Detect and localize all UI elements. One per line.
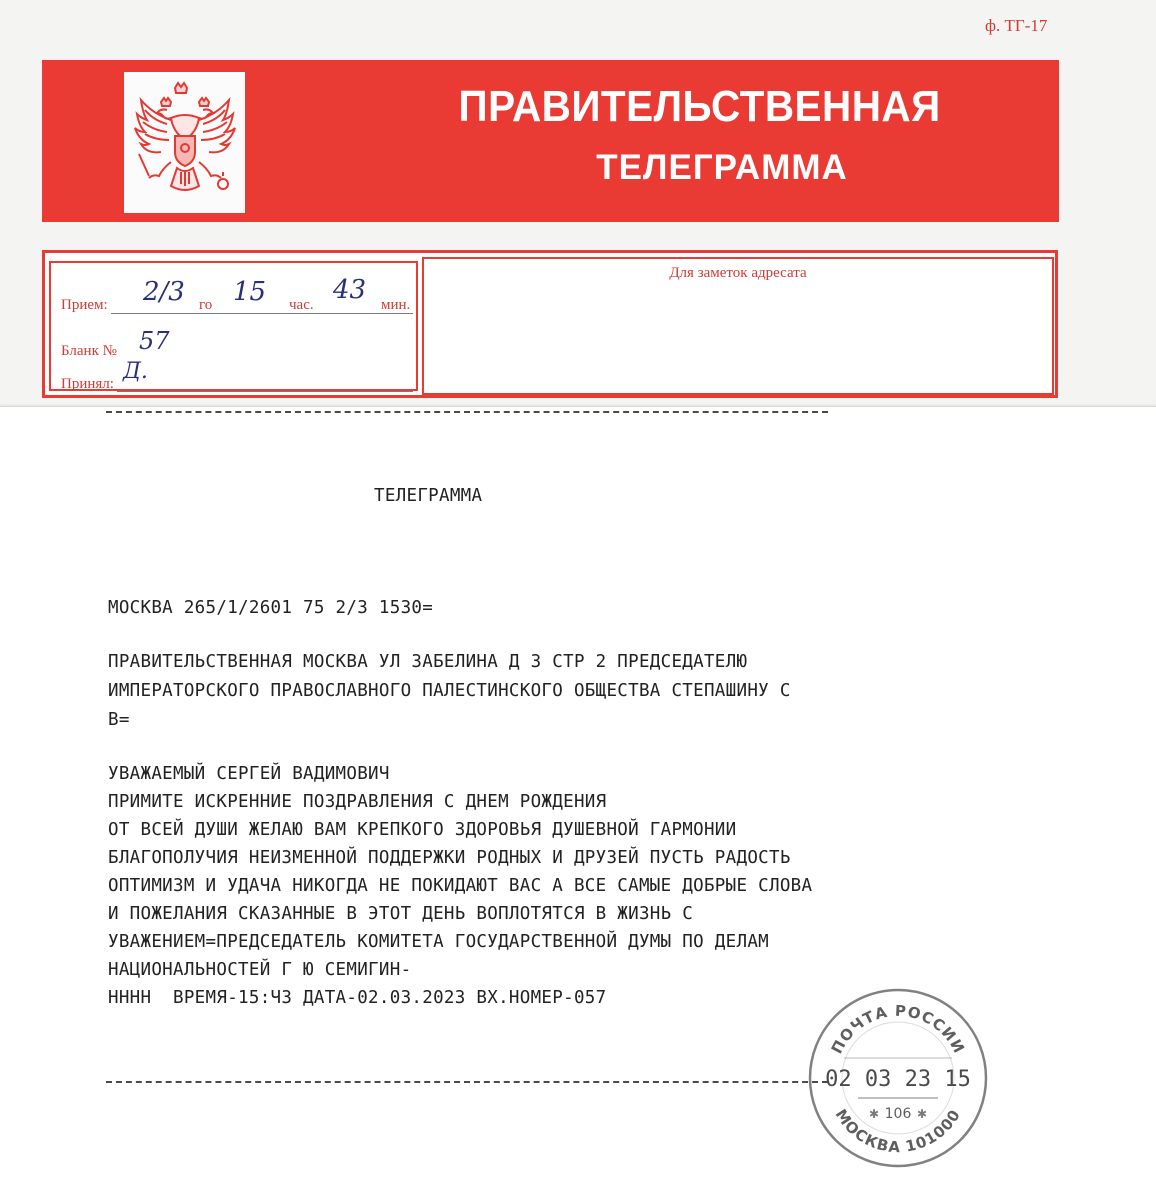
received-date: 2/3 <box>143 277 185 307</box>
body-line: ОТ ВСЕЙ ДУШИ ЖЕЛАЮ ВАМ КРЕПКОГО ЗДОРОВЬЯ ДУШЕВНОЙ ГАРМОНИИ <box>108 820 737 840</box>
received-label: Прием: <box>61 297 108 313</box>
hour-label: час. <box>289 297 314 313</box>
accepted-label: Принял: <box>61 376 114 392</box>
body-line: УВАЖАЕМЫЙ СЕРГЕЙ ВАДИМОВИЧ <box>108 764 390 784</box>
form-number-value: 57 <box>139 327 170 355</box>
addressee-notes-box <box>422 257 1054 395</box>
accepted-signature: Д. <box>123 359 148 384</box>
banner-title: ПРАВИТЕЛЬСТВЕННАЯ <box>458 82 941 131</box>
body-line: УВАЖЕНИЕМ=ПРЕДСЕДАТЕЛЬ КОМИТЕТА ГОСУДАРСТВЕННОЙ ДУМЫ ПО ДЕЛАМ <box>108 932 769 952</box>
coat-of-arms-emblem <box>124 72 245 213</box>
svg-text:✱: ✱ <box>868 1107 880 1121</box>
form-code: ф. ТГ-17 <box>985 16 1048 35</box>
address-line: ИМПЕРАТОРСКОГО ПРАВОСЛАВНОГО ПАЛЕСТИНСКОГО ОБЩЕСТВА СТЕПАШИНУ С <box>108 681 791 701</box>
double-headed-eagle-icon <box>131 80 239 206</box>
footer-line: НННН ВРЕМЯ-15:ЧЗ ДАТА-02.03.2023 ВХ.НОМЕР-057 <box>108 988 607 1008</box>
banner-subtitle: ТЕЛЕГРАММА <box>596 148 848 187</box>
go-label: го <box>199 297 213 313</box>
postmark-top-text: ПОЧТА РОССИИ <box>827 1001 969 1057</box>
top-dashed-rule <box>106 411 828 413</box>
svg-text:ПОЧТА РОССИИ <box>828 1002 969 1057</box>
form-number-label: Бланк № <box>61 343 117 359</box>
bottom-dashed-rule <box>106 1081 828 1083</box>
received-hour: 15 <box>233 277 267 307</box>
postmark-date: 02 03 23 15 <box>825 1067 971 1092</box>
body-line: И ПОЖЕЛАНИЯ СКАЗАННЫЕ В ЭТОТ ДЕНЬ ВОПЛОТЯТСЯ В ЖИЗНЬ С <box>108 904 694 924</box>
service-line: МОСКВА 265/1/2601 75 2/3 1530= <box>108 598 434 618</box>
telegram-heading: ТЕЛЕГРАММА <box>374 486 483 506</box>
postmark-office-number: 106 <box>884 1106 912 1122</box>
minute-label: мин. <box>381 297 411 313</box>
body-line: НАЦИОНАЛЬНОСТЕЙ Г Ю СЕМИГИН- <box>108 960 412 980</box>
postmark-stamp <box>806 986 990 1170</box>
body-line: ОПТИМИЗМ И УДАЧА НИКОГДА НЕ ПОКИДАЮТ ВАС А ВСЕ САМЫЕ ДОБРЫЕ СЛОВА <box>108 876 813 896</box>
body-line: ПРИМИТЕ ИСКРЕННИЕ ПОЗДРАВЛЕНИЯ С ДНЕМ РОЖДЕНИЯ <box>108 792 607 812</box>
received-minute: 43 <box>333 275 367 305</box>
receipt-box <box>42 250 1058 398</box>
body-line: БЛАГОПОЛУЧИЯ НЕИЗМЕННОЙ ПОДДЕРЖКИ РОДНЫХ И ДРУЗЕЙ ПУСТЬ РАДОСТЬ <box>108 848 791 868</box>
government-banner <box>42 60 1059 222</box>
svg-text:✱: ✱ <box>916 1107 928 1121</box>
postmark-bottom-text: МОСКВА 101000 <box>831 1105 965 1157</box>
address-line: ПРАВИТЕЛЬСТВЕННАЯ МОСКВА УЛ ЗАБЕЛИНА Д 3 СТР 2 ПРЕДСЕДАТЕЛЮ <box>108 652 748 672</box>
notes-label: Для заметок адресата <box>669 265 807 281</box>
address-line: В= <box>108 710 130 730</box>
receipt-fields <box>49 261 418 391</box>
